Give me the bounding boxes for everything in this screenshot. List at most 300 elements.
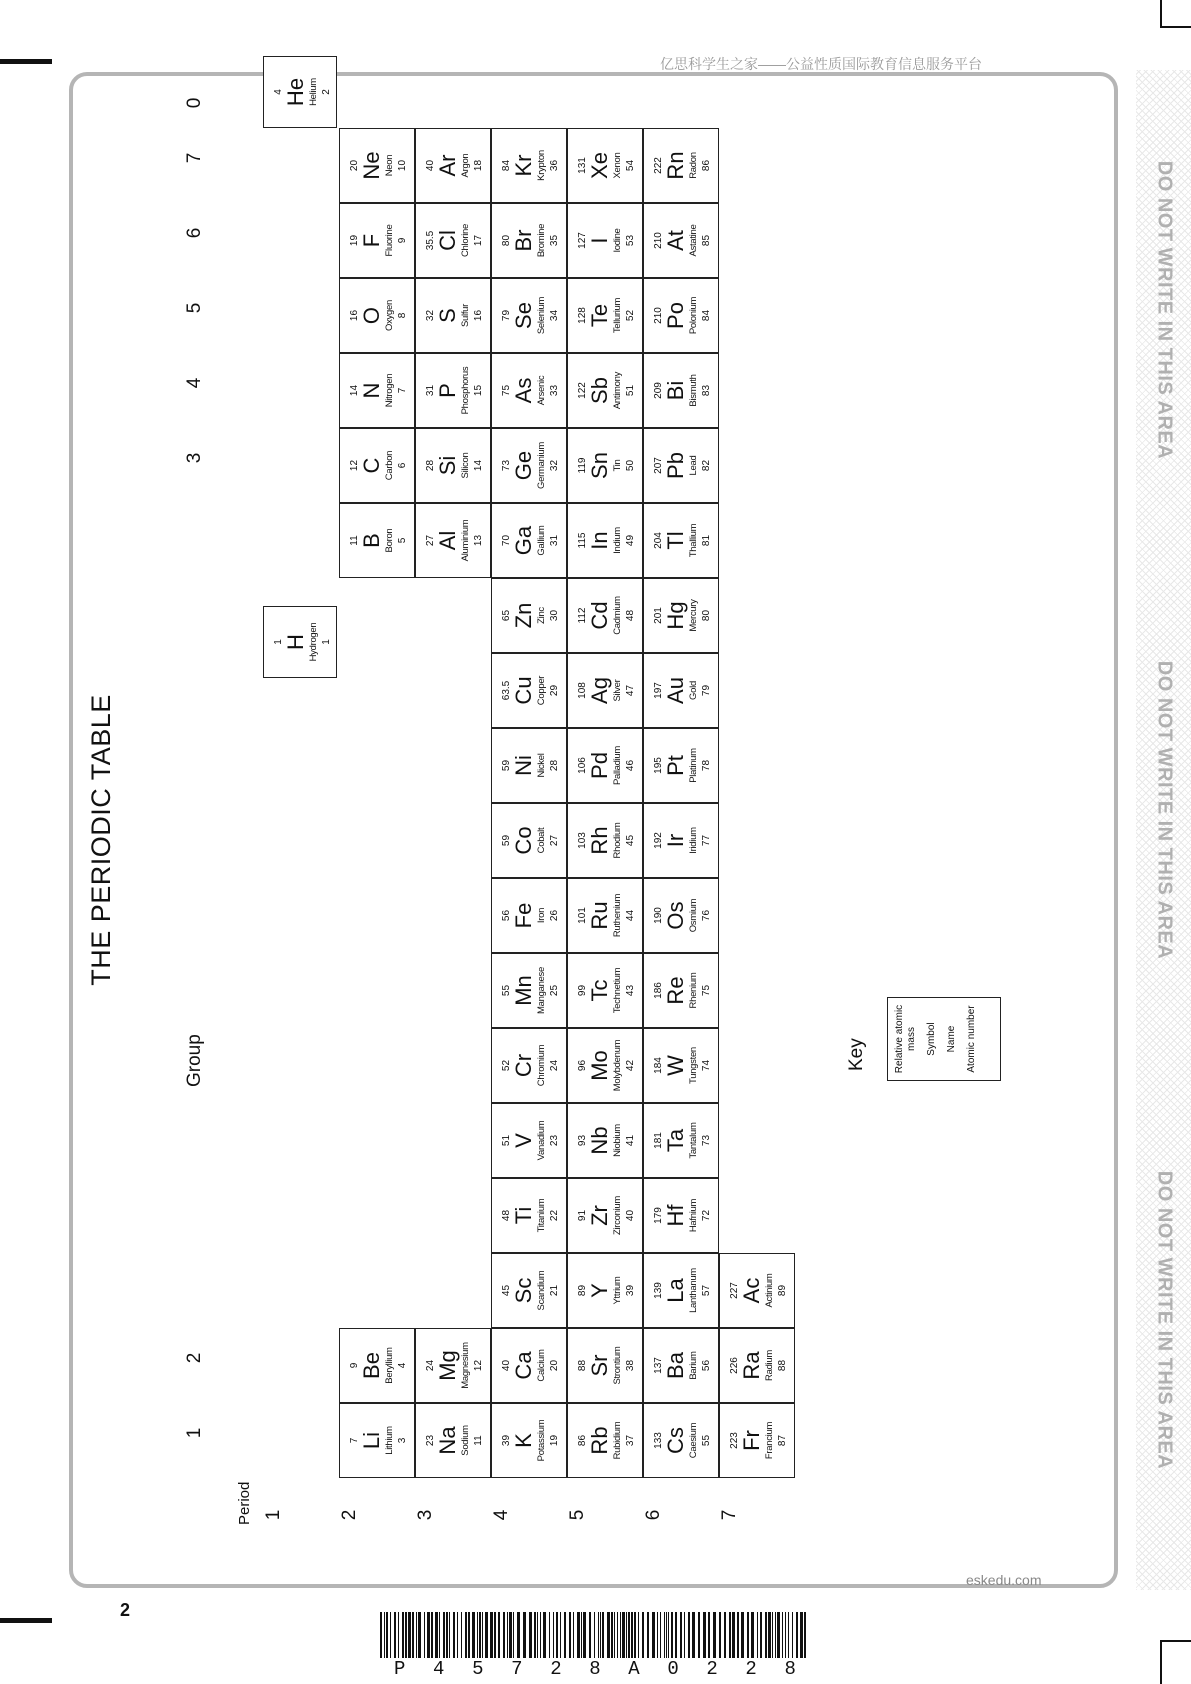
element-cell xyxy=(643,503,719,578)
barcode-bar xyxy=(529,1612,532,1658)
element-cell xyxy=(339,503,415,578)
element-mass: 20 xyxy=(349,159,360,172)
barcode-bar xyxy=(490,1612,493,1658)
element-atomic-number: 42 xyxy=(625,1059,636,1072)
element-mass: 45 xyxy=(501,1284,512,1297)
element-mass: 16 xyxy=(349,309,360,322)
barcode-char: A xyxy=(628,1658,640,1680)
element-cell xyxy=(643,578,719,653)
barcode-bar xyxy=(465,1612,467,1658)
element-mass: 195 xyxy=(653,757,664,774)
period-number: 1 xyxy=(263,1509,284,1521)
barcode-bar xyxy=(614,1612,615,1658)
element-atomic-number: 36 xyxy=(549,159,560,172)
element-mass: 222 xyxy=(653,157,664,174)
barcode-bar xyxy=(607,1612,610,1658)
element-cell xyxy=(567,953,643,1028)
element-atomic-number: 53 xyxy=(625,234,636,247)
element-cell xyxy=(567,1178,643,1253)
element-atomic-number: 55 xyxy=(701,1434,712,1447)
barcode-bar xyxy=(741,1612,744,1658)
barcode-bar xyxy=(540,1612,541,1658)
barcode-bar xyxy=(424,1612,425,1658)
element-mass: 14 xyxy=(349,384,360,397)
footer-note: eskedu.com xyxy=(966,1572,1042,1588)
element-mass: 137 xyxy=(653,1357,664,1374)
element-symbol: Sn xyxy=(587,452,612,479)
element-mass: 4 xyxy=(273,89,284,95)
element-name: Lead xyxy=(688,455,699,476)
barcode-bar xyxy=(503,1612,505,1658)
element-cell xyxy=(491,278,567,353)
element-mass: 63.5 xyxy=(501,680,512,701)
element-atomic-number: 39 xyxy=(625,1284,636,1297)
element-cell xyxy=(643,728,719,803)
element-symbol: Ga xyxy=(511,525,536,556)
element-cell xyxy=(719,1253,795,1328)
element-cell xyxy=(643,803,719,878)
element-cell xyxy=(491,428,567,503)
element-symbol: Os xyxy=(663,901,688,930)
element-mass: 197 xyxy=(653,682,664,699)
element-name: Argon xyxy=(460,153,471,178)
barcode-bar xyxy=(684,1612,685,1658)
element-symbol: Li xyxy=(359,1431,384,1450)
element-symbol: Rh xyxy=(587,826,612,855)
element-cell xyxy=(491,1028,567,1103)
element-symbol: Mg xyxy=(435,1350,460,1381)
element-name: Bismuth xyxy=(688,374,699,407)
element-atomic-number: 12 xyxy=(473,1359,484,1372)
element-mass: 106 xyxy=(577,757,588,774)
element-atomic-number: 20 xyxy=(549,1359,560,1372)
element-mass: 96 xyxy=(577,1059,588,1072)
element-atomic-number: 13 xyxy=(473,534,484,547)
element-mass: 84 xyxy=(501,159,512,172)
barcode-bar xyxy=(628,1612,630,1658)
element-symbol: In xyxy=(587,531,612,550)
period-number: 7 xyxy=(719,1509,740,1521)
element-cell xyxy=(643,203,719,278)
element-name: Krypton xyxy=(536,150,547,181)
key-line: Atomic number xyxy=(966,1005,977,1073)
element-name: Scandium xyxy=(536,1270,547,1311)
element-symbol: Cs xyxy=(663,1427,688,1454)
element-mass: 119 xyxy=(577,457,588,474)
barcode-bar xyxy=(457,1612,458,1658)
barcode-bar xyxy=(485,1612,488,1658)
barcode-bar xyxy=(652,1612,655,1658)
crop-mark xyxy=(1160,1640,1162,1684)
element-mass: 11 xyxy=(349,535,360,546)
element-name: Nickel xyxy=(536,753,547,778)
element-cell xyxy=(491,653,567,728)
element-cell xyxy=(643,1103,719,1178)
barcode-bar xyxy=(408,1612,411,1658)
element-cell xyxy=(643,428,719,503)
element-mass: 40 xyxy=(425,159,436,172)
element-cell xyxy=(643,278,719,353)
element-mass: 32 xyxy=(425,309,436,322)
element-cell xyxy=(643,1253,719,1328)
element-name: Gold xyxy=(688,681,699,700)
group-number: 4 xyxy=(184,377,205,389)
element-cell xyxy=(491,728,567,803)
element-symbol: Sc xyxy=(511,1277,536,1304)
element-atomic-number: 8 xyxy=(397,312,408,319)
element-symbol: Fr xyxy=(739,1430,764,1451)
barcode-char: P xyxy=(394,1658,406,1680)
element-atomic-number: 24 xyxy=(549,1059,560,1072)
barcode-bar xyxy=(675,1612,677,1658)
element-symbol: Cu xyxy=(511,676,536,705)
element-atomic-number: 15 xyxy=(473,384,484,397)
element-mass: 23 xyxy=(425,1434,436,1447)
barcode-bar xyxy=(479,1612,481,1658)
element-mass: 226 xyxy=(729,1357,740,1374)
element-symbol: Na xyxy=(435,1426,460,1455)
element-cell xyxy=(567,1103,643,1178)
element-mass: 70 xyxy=(501,534,512,547)
element-name: Selenium xyxy=(536,296,547,335)
element-symbol: Te xyxy=(587,303,612,328)
barcode-bar xyxy=(594,1612,595,1658)
element-name: Helium xyxy=(308,78,319,106)
barcode-bar xyxy=(513,1612,514,1658)
element-symbol: Ta xyxy=(663,1128,688,1153)
element-cell xyxy=(643,1178,719,1253)
element-atomic-number: 46 xyxy=(625,759,636,772)
element-cell xyxy=(567,728,643,803)
element-cell xyxy=(567,1028,643,1103)
element-atomic-number: 33 xyxy=(549,384,560,397)
key-line: Symbol xyxy=(926,1022,937,1056)
barcode-bar xyxy=(719,1612,721,1658)
element-symbol: As xyxy=(511,377,536,404)
barcode-bar xyxy=(523,1612,526,1658)
element-symbol: Tc xyxy=(587,979,612,1002)
element-cell xyxy=(415,428,491,503)
element-cell xyxy=(491,1328,567,1403)
barcode-bar xyxy=(792,1612,793,1658)
element-symbol: Ca xyxy=(511,1351,536,1380)
element-atomic-number: 29 xyxy=(549,684,560,697)
element-atomic-number: 48 xyxy=(625,609,636,622)
element-symbol: Be xyxy=(359,1352,384,1379)
barcode-bar xyxy=(703,1612,706,1658)
barcode-bar xyxy=(732,1612,735,1658)
element-name: Potassium xyxy=(536,1419,547,1462)
element-name: Aluminium xyxy=(460,519,471,562)
element-symbol: N xyxy=(359,382,384,399)
barcode-bar xyxy=(788,1612,789,1658)
element-name: Nitrogen xyxy=(384,373,395,408)
element-atomic-number: 26 xyxy=(549,909,560,922)
element-atomic-number: 89 xyxy=(777,1284,788,1297)
element-atomic-number: 84 xyxy=(701,309,712,322)
element-name: Zinc xyxy=(536,607,547,624)
key-line: Name xyxy=(946,1025,957,1053)
element-cell xyxy=(339,1328,415,1403)
element-symbol: Ir xyxy=(663,833,688,848)
element-cell xyxy=(491,353,567,428)
barcode-bar xyxy=(581,1612,582,1658)
element-atomic-number: 5 xyxy=(397,537,408,544)
barcode-bar xyxy=(556,1612,558,1658)
element-cell xyxy=(263,56,337,128)
element-cell xyxy=(567,578,643,653)
element-name: Cadmium xyxy=(612,596,623,635)
element-name: Iridium xyxy=(688,827,699,854)
element-mass: 86 xyxy=(577,1434,588,1447)
element-symbol: V xyxy=(511,1133,536,1148)
element-atomic-number: 17 xyxy=(473,234,484,247)
margin-hatch xyxy=(1136,70,1191,1590)
element-name: Yttrium xyxy=(612,1276,623,1305)
element-cell xyxy=(567,653,643,728)
element-mass: 99 xyxy=(577,984,588,997)
element-symbol: Mn xyxy=(511,975,536,1006)
element-name: Calcium xyxy=(536,1349,547,1382)
element-atomic-number: 31 xyxy=(549,534,560,547)
barcode-bar xyxy=(507,1612,508,1658)
barcode-char: 2 xyxy=(745,1658,757,1680)
element-mass: 186 xyxy=(653,982,664,999)
barcode-bar xyxy=(642,1612,644,1658)
element-cell xyxy=(339,353,415,428)
barcode-bar xyxy=(446,1612,448,1658)
element-name: Actinium xyxy=(764,1273,775,1308)
element-name: Francium xyxy=(764,1421,775,1460)
element-mass: 24 xyxy=(425,1359,436,1372)
barcode-bar xyxy=(765,1612,767,1658)
element-symbol: Pt xyxy=(663,755,688,776)
element-symbol: P xyxy=(435,383,460,398)
element-name: Arsenic xyxy=(536,375,547,406)
element-name: Sodium xyxy=(460,1425,471,1456)
element-cell xyxy=(567,503,643,578)
element-symbol: Re xyxy=(663,976,688,1005)
element-mass: 59 xyxy=(501,834,512,847)
page-title: THE PERIODIC TABLE xyxy=(86,694,116,986)
element-symbol: O xyxy=(359,306,384,325)
barcode-bar xyxy=(598,1612,599,1658)
element-cell xyxy=(719,1328,795,1403)
barcode-bar xyxy=(386,1612,388,1658)
barcode-bar xyxy=(688,1612,690,1658)
element-mass: 192 xyxy=(653,832,664,849)
group-number: 3 xyxy=(184,452,205,464)
element-name: Chromium xyxy=(536,1044,547,1087)
barcode-bar xyxy=(785,1612,786,1658)
barcode-bar xyxy=(416,1612,417,1658)
element-name: Copper xyxy=(536,675,547,706)
group-number: 5 xyxy=(184,302,205,314)
element-atomic-number: 1 xyxy=(321,639,332,645)
element-mass: 115 xyxy=(577,532,588,549)
element-name: Manganese xyxy=(536,967,547,1014)
barcode-bar xyxy=(800,1612,803,1658)
do-not-write-notice: DO NOT WRITE IN THIS AREA xyxy=(1153,660,1175,960)
barcode-bar xyxy=(577,1612,580,1658)
element-mass: 1 xyxy=(273,639,284,645)
barcode-bar xyxy=(708,1612,710,1658)
barcode-bar xyxy=(543,1612,546,1658)
element-atomic-number: 14 xyxy=(473,459,484,472)
element-cell xyxy=(491,1178,567,1253)
element-mass: 190 xyxy=(653,907,664,924)
element-symbol: Co xyxy=(511,826,536,855)
period-number: 5 xyxy=(567,1509,588,1521)
barcode-bar xyxy=(664,1612,665,1658)
element-atomic-number: 47 xyxy=(625,684,636,697)
element-atomic-number: 44 xyxy=(625,909,636,922)
barcode-bar xyxy=(477,1612,478,1658)
element-name: Iodine xyxy=(612,228,623,253)
element-name: Iron xyxy=(536,907,547,924)
barcode-bar xyxy=(537,1612,538,1658)
barcode xyxy=(380,1612,810,1658)
element-name: Radon xyxy=(688,152,699,179)
element-name: Neon xyxy=(384,154,395,177)
barcode-bar xyxy=(461,1612,462,1658)
element-name: Oxygen xyxy=(384,300,395,331)
element-mass: 210 xyxy=(653,307,664,324)
element-atomic-number: 49 xyxy=(625,534,636,547)
element-cell xyxy=(567,278,643,353)
barcode-char: 0 xyxy=(667,1658,679,1680)
element-name: Silver xyxy=(612,679,623,702)
element-name: Carbon xyxy=(384,450,395,481)
barcode-bar xyxy=(569,1612,571,1658)
barcode-bar xyxy=(405,1612,407,1658)
element-mass: 12 xyxy=(349,459,360,472)
element-cell xyxy=(567,1328,643,1403)
element-mass: 133 xyxy=(653,1432,664,1449)
key-box xyxy=(887,997,1001,1081)
element-name: Tin xyxy=(612,459,623,472)
element-cell xyxy=(339,1403,415,1478)
element-symbol: Au xyxy=(663,677,688,704)
element-symbol: Fe xyxy=(511,902,536,929)
element-atomic-number: 21 xyxy=(549,1284,560,1297)
element-symbol: Kr xyxy=(511,154,536,177)
element-atomic-number: 32 xyxy=(549,459,560,472)
element-atomic-number: 74 xyxy=(701,1059,712,1072)
element-symbol: Cl xyxy=(435,230,460,251)
element-cell xyxy=(643,1028,719,1103)
element-symbol: Sb xyxy=(587,377,612,404)
element-atomic-number: 19 xyxy=(549,1434,560,1447)
barcode-bar xyxy=(660,1612,661,1658)
element-cell xyxy=(567,428,643,503)
element-cell xyxy=(415,128,491,203)
barcode-bar xyxy=(394,1612,396,1658)
element-atomic-number: 3 xyxy=(397,1437,408,1444)
barcode-number xyxy=(380,1658,810,1680)
barcode-bar xyxy=(600,1612,601,1658)
element-mass: 93 xyxy=(577,1134,588,1147)
element-symbol: Si xyxy=(435,455,460,476)
element-symbol: F xyxy=(359,233,384,248)
element-name: Astatine xyxy=(688,224,699,257)
crop-mark xyxy=(0,59,52,64)
barcode-bar xyxy=(631,1612,633,1658)
element-mass: 39 xyxy=(501,1434,512,1447)
element-name: Cobalt xyxy=(536,827,547,854)
element-cell xyxy=(567,353,643,428)
element-mass: 28 xyxy=(425,459,436,472)
element-cell xyxy=(339,203,415,278)
barcode-bar xyxy=(418,1612,421,1658)
element-mass: 181 xyxy=(653,1132,664,1149)
element-cell xyxy=(643,878,719,953)
barcode-bar xyxy=(698,1612,700,1658)
barcode-bar xyxy=(775,1612,776,1658)
element-mass: 9 xyxy=(349,1362,360,1369)
barcode-bar xyxy=(380,1612,382,1658)
element-name: Caesium xyxy=(688,1422,699,1459)
element-mass: 103 xyxy=(577,832,588,849)
element-symbol: Ag xyxy=(587,677,612,704)
element-cell xyxy=(567,128,643,203)
element-atomic-number: 80 xyxy=(701,609,712,622)
element-atomic-number: 41 xyxy=(625,1134,636,1147)
element-name: Tantalum xyxy=(688,1122,699,1159)
period-number: 6 xyxy=(643,1509,664,1521)
barcode-bar xyxy=(638,1612,639,1658)
element-cell xyxy=(643,353,719,428)
element-symbol: Po xyxy=(663,302,688,329)
element-name: Rubidium xyxy=(612,1421,623,1460)
barcode-bar xyxy=(617,1612,618,1658)
element-symbol: Ac xyxy=(739,1277,764,1304)
element-atomic-number: 10 xyxy=(397,159,408,172)
element-name: Hydrogen xyxy=(308,622,319,662)
element-atomic-number: 7 xyxy=(397,387,408,394)
element-name: Polonium xyxy=(688,296,699,335)
element-name: Phosphorus xyxy=(460,366,471,415)
group-number: 0 xyxy=(184,97,205,109)
barcode-bar xyxy=(692,1612,695,1658)
element-name: Thallium xyxy=(688,523,699,558)
element-cell xyxy=(643,1403,719,1478)
element-cell xyxy=(491,1253,567,1328)
element-name: Strontium xyxy=(612,1346,623,1385)
element-name: Mercury xyxy=(688,599,699,632)
barcode-bar xyxy=(402,1612,404,1658)
barcode-bar xyxy=(443,1612,445,1658)
element-name: Zirconium xyxy=(612,1196,623,1236)
element-cell xyxy=(719,1403,795,1478)
element-name: Barium xyxy=(688,1351,699,1380)
element-symbol: W xyxy=(663,1055,688,1076)
element-name: Lithium xyxy=(384,1426,395,1455)
element-mass: 27 xyxy=(425,534,436,547)
barcode-bar xyxy=(534,1612,536,1658)
element-name: Rhenium xyxy=(688,972,699,1009)
element-cell xyxy=(567,203,643,278)
element-symbol: Tl xyxy=(663,531,688,550)
element-cell xyxy=(491,1403,567,1478)
element-mass: 127 xyxy=(577,232,588,249)
barcode-bar xyxy=(796,1612,798,1658)
barcode-bar xyxy=(390,1612,391,1658)
element-mass: 227 xyxy=(729,1282,740,1299)
element-name: Ruthenium xyxy=(612,893,623,938)
barcode-char: 2 xyxy=(550,1658,562,1680)
barcode-bar xyxy=(724,1612,726,1658)
